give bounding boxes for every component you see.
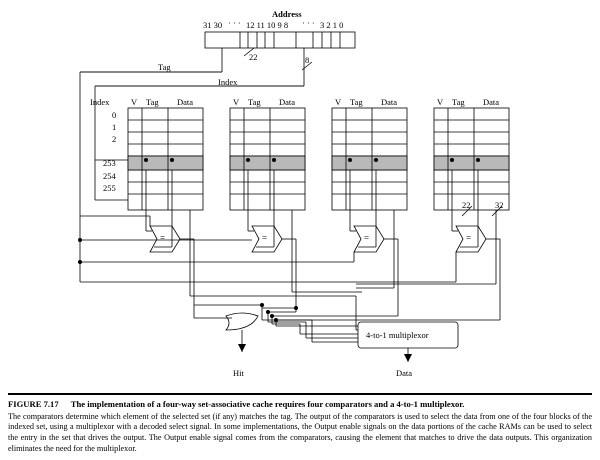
bit-label-dots2: · · · xyxy=(302,18,315,28)
caption-divider xyxy=(8,393,592,395)
mux-label: 4-to-1 multiplexor xyxy=(366,330,429,340)
caption-title xyxy=(8,399,592,410)
index-column-header: Index xyxy=(90,97,110,107)
comparator-1: = xyxy=(160,233,166,243)
way3-header-tag: Tag xyxy=(350,97,363,107)
way1-header-v: V xyxy=(131,97,138,107)
figure-caption xyxy=(8,393,592,454)
tag-width-label: 22 xyxy=(249,52,258,62)
way3-header-data: Data xyxy=(381,97,398,107)
way4-header-tag: Tag xyxy=(452,97,465,107)
index-width-label: 8 xyxy=(305,55,310,65)
caption-body: The comparators determine which element of the selected set (if any) matches the tag. The output of the comparators is used to select the data from one of the four blocks of the indexed set, using a multiplexor with a decoded select signal. In some implementations, the Output enable signals on the data portions of the cache RAMs can be used to select the entry in the set that drives the output. The Output enable signal comes from the comparators, causing the element that matches to drive the data outputs. This organization eliminates the need for the multiplexor. xyxy=(8,411,592,453)
index-label: Index xyxy=(218,77,238,87)
row-label-2: 2 xyxy=(112,134,117,144)
comparator-2: = xyxy=(262,233,268,243)
data-width-22: 22 xyxy=(462,200,471,210)
row-label-254: 254 xyxy=(103,171,116,181)
comparator-3: = xyxy=(364,233,370,243)
bit-label-3130: 31 30 xyxy=(203,20,223,30)
row-label-255: 255 xyxy=(103,183,116,193)
row-label-253: 253 xyxy=(103,158,116,168)
way1-header-data: Data xyxy=(177,97,194,107)
way2-header-tag: Tag xyxy=(248,97,261,107)
way4-header-data: Data xyxy=(483,97,500,107)
bit-label-1211109-8: 12 11 10 9 8 xyxy=(246,20,289,30)
way4-header-v: V xyxy=(437,97,444,107)
way1-header-tag: Tag xyxy=(146,97,159,107)
caption-figure-number: FIGURE 7.17 xyxy=(8,399,59,409)
way2-header-data: Data xyxy=(279,97,296,107)
bit-label-dots1: · · · xyxy=(228,18,241,28)
hit-output-label: Hit xyxy=(233,368,244,378)
tag-label: Tag xyxy=(158,62,171,72)
way2-header-v: V xyxy=(233,97,240,107)
data-output-label: Data xyxy=(396,368,413,378)
bit-label-3210: 3 2 1 0 xyxy=(320,20,344,30)
row-label-0: 0 xyxy=(112,110,117,120)
caption-title-text: The implementation of a four-way set-associative cache requires four comparators and a 4-to-1 multiplexor. xyxy=(70,399,465,409)
data-width-32: 32 xyxy=(495,200,504,210)
comparator-4: = xyxy=(466,233,472,243)
way3-header-v: V xyxy=(335,97,342,107)
row-label-1: 1 xyxy=(112,122,117,132)
address-label: Address xyxy=(272,9,302,19)
